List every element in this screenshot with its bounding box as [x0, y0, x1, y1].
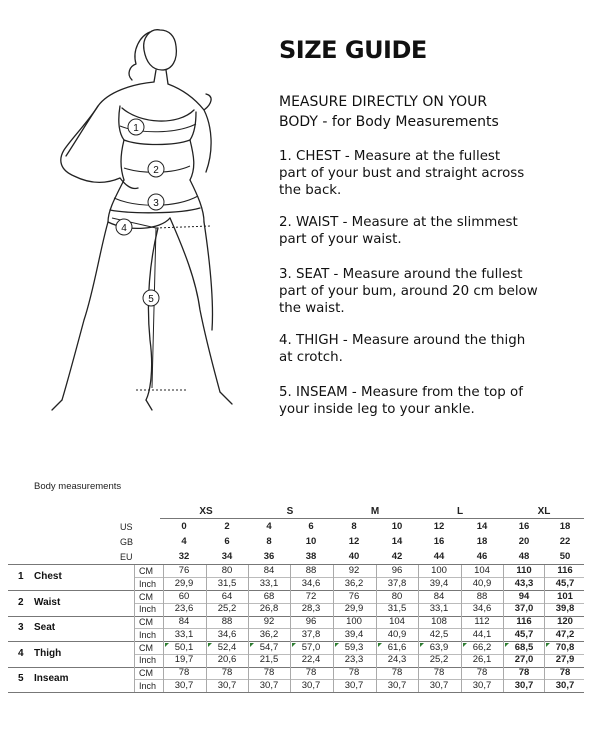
size-value: 14	[391, 536, 403, 547]
size-value: 18	[476, 536, 488, 547]
intro-line: MEASURE DIRECTLY ON YOUR	[279, 94, 488, 110]
measurement-name: Chest	[34, 571, 62, 582]
cm-value: 76	[348, 590, 360, 602]
inch-value: 21,5	[259, 654, 279, 665]
inch-value: 23,6	[174, 603, 194, 614]
cm-value: 112	[474, 616, 490, 627]
size-value: 34	[221, 551, 233, 562]
inch-value: 30,7	[514, 679, 534, 691]
size-value: 48	[518, 551, 530, 562]
unit-label-inch: Inch	[139, 578, 157, 589]
measurement-number: 2	[18, 596, 24, 608]
inch-value: 34,6	[472, 603, 492, 614]
cm-value: 78	[476, 667, 488, 678]
column-rule	[376, 565, 377, 692]
cell-marker	[505, 643, 509, 647]
column-rule	[163, 565, 164, 692]
unit-label-cm: CM	[139, 617, 153, 627]
cm-value: 68,5	[514, 641, 534, 653]
inch-value: 27,9	[555, 654, 575, 665]
cm-value: 72	[305, 590, 317, 602]
inch-value: 39,8	[555, 603, 575, 614]
instruction-line: your inside leg to your ankle.	[279, 402, 475, 417]
instruction-line: part of your waist.	[279, 232, 402, 247]
inch-value: 42,5	[429, 628, 449, 640]
cm-value: 101	[557, 590, 573, 602]
unit-label-inch: Inch	[139, 680, 157, 691]
inch-value: 30,7	[217, 679, 237, 691]
measurement-number: 3	[18, 622, 24, 633]
instruction-line: 2. WAIST - Measure at the slimmest	[279, 215, 518, 230]
cm-value: 78	[348, 667, 360, 678]
cm-value: 52,4	[217, 641, 237, 653]
row-mid-rule	[134, 679, 584, 680]
cm-value: 116	[557, 565, 573, 576]
size-value: 6	[224, 536, 230, 547]
cell-marker	[208, 643, 212, 647]
column-rule	[461, 565, 462, 692]
instruction-line: at crotch.	[279, 350, 343, 365]
size-group-header: M	[370, 506, 380, 517]
header-rule	[160, 518, 584, 519]
inch-value: 44,1	[472, 628, 492, 640]
size-value: 16	[518, 521, 530, 532]
column-rule	[206, 565, 207, 692]
size-value: 0	[181, 521, 187, 532]
column-rule	[418, 565, 419, 692]
size-group-header: XL	[537, 506, 551, 517]
inch-value: 43,3	[514, 577, 534, 589]
size-value: 42	[391, 551, 403, 562]
size-value: 10	[391, 521, 403, 532]
cm-value: 80	[221, 565, 233, 576]
inch-value: 36,2	[259, 628, 279, 640]
size-value: 12	[433, 521, 445, 532]
cm-value: 84	[263, 565, 275, 576]
size-value: 14	[476, 521, 488, 532]
column-rule	[134, 565, 135, 692]
size-value: 12	[348, 536, 360, 547]
inch-value: 34,6	[301, 577, 321, 589]
inch-value: 40,9	[387, 628, 407, 640]
instruction-line: 4. THIGH - Measure around the thigh	[279, 333, 526, 348]
cm-value: 84	[178, 616, 190, 627]
instruction-line: 5. INSEAM - Measure from the top of	[279, 385, 523, 400]
size-value: 36	[263, 551, 275, 562]
row-rule	[8, 692, 584, 693]
inch-value: 30,7	[472, 679, 492, 691]
column-rule	[333, 565, 334, 692]
inch-value: 37,8	[301, 628, 321, 640]
unit-label-inch: Inch	[139, 604, 157, 614]
cm-value: 92	[348, 565, 360, 576]
size-value: 50	[559, 551, 571, 562]
inch-value: 45,7	[514, 628, 534, 640]
instruction-line: 3. SEAT - Measure around the fullest	[279, 267, 523, 282]
inch-value: 29,9	[174, 577, 194, 589]
cm-value: 96	[305, 616, 317, 627]
column-rule	[248, 565, 249, 692]
size-value: 4	[181, 536, 187, 547]
inch-value: 37,0	[514, 603, 534, 614]
figure-marker-3: 3	[153, 198, 159, 209]
cm-value: 64	[221, 590, 233, 602]
inch-value: 22,4	[301, 654, 321, 665]
size-value: 46	[476, 551, 488, 562]
cm-value: 78	[305, 667, 317, 678]
cm-value: 78	[178, 667, 190, 678]
row-mid-rule	[134, 654, 584, 655]
size-value: 8	[351, 521, 357, 532]
cm-value: 63,9	[429, 641, 449, 653]
size-value: 16	[433, 536, 445, 547]
cm-value: 96	[391, 565, 403, 576]
cm-value: 57,0	[301, 641, 321, 653]
cm-value: 76	[178, 565, 190, 576]
instruction-line: the waist.	[279, 301, 345, 316]
cm-value: 78	[391, 667, 403, 678]
measurement-name: Waist	[34, 596, 61, 608]
cm-value: 68	[263, 590, 275, 602]
inch-value: 30,7	[301, 679, 321, 691]
inch-value: 23,3	[344, 654, 364, 665]
inch-value: 28,3	[301, 603, 321, 614]
inch-value: 24,3	[387, 654, 407, 665]
size-value: 4	[266, 521, 272, 532]
cm-value: 78	[433, 667, 445, 678]
instruction-line: 1. CHEST - Measure at the fullest	[279, 149, 501, 164]
cm-value: 78	[221, 667, 233, 678]
cell-marker	[250, 643, 254, 647]
cm-value: 66,2	[472, 641, 492, 653]
size-value: 8	[266, 536, 272, 547]
cm-value: 84	[433, 590, 445, 602]
inch-value: 30,7	[555, 679, 575, 691]
inch-value: 30,7	[429, 679, 449, 691]
inch-value: 33,1	[429, 603, 449, 614]
cm-value: 78	[263, 667, 275, 678]
measurement-number: 1	[18, 571, 24, 582]
figure-marker-5: 5	[148, 294, 154, 305]
size-group-header: S	[286, 506, 294, 517]
inch-value: 37,8	[387, 577, 407, 589]
size-value: 40	[348, 551, 360, 562]
cell-marker	[420, 643, 424, 647]
figure-marker-2: 2	[153, 165, 159, 176]
measurement-name: Seat	[34, 622, 56, 633]
inch-value: 30,7	[174, 679, 194, 691]
inch-value: 27,0	[514, 654, 534, 665]
cell-marker	[546, 643, 550, 647]
size-system-label: US	[120, 522, 133, 532]
cm-value: 61,6	[387, 641, 407, 653]
size-value: 2	[224, 521, 230, 532]
cell-marker	[165, 643, 169, 647]
column-rule	[544, 565, 545, 692]
cm-value: 108	[431, 616, 447, 627]
cell-marker	[292, 643, 296, 647]
cm-value: 88	[221, 616, 233, 627]
size-system-label: EU	[120, 552, 133, 562]
cm-value: 92	[263, 616, 275, 627]
figure-marker-1: 1	[133, 123, 139, 134]
page-title: SIZE GUIDE	[279, 36, 427, 64]
unit-label-cm: CM	[139, 642, 153, 653]
cm-value: 80	[391, 590, 403, 602]
instruction-line: part of your bum, around 20 cm below	[279, 284, 538, 299]
cell-marker	[335, 643, 339, 647]
cm-value: 60	[178, 590, 190, 602]
size-group-header: L	[456, 506, 464, 517]
row-mid-rule	[134, 603, 584, 604]
inch-value: 34,6	[217, 628, 237, 640]
inch-value: 31,5	[217, 577, 237, 589]
measurement-number: 4	[18, 647, 24, 659]
instruction-line: part of your bust and straight across	[279, 166, 525, 181]
size-system-label: GB	[120, 537, 134, 547]
inch-value: 30,7	[344, 679, 364, 691]
measurement-name: Thigh	[34, 647, 62, 659]
inch-value: 39,4	[344, 628, 364, 640]
size-value: 10	[305, 536, 317, 547]
cm-value: 88	[476, 590, 488, 602]
cell-marker	[463, 643, 467, 647]
cm-value: 59,3	[344, 641, 364, 653]
cm-value: 120	[557, 616, 573, 627]
inch-value: 26,1	[472, 654, 492, 665]
unit-label-inch: Inch	[139, 629, 157, 640]
column-rule	[503, 565, 504, 692]
unit-label-cm: CM	[139, 591, 153, 602]
cm-value: 94	[518, 590, 530, 602]
size-value: 32	[178, 551, 190, 562]
cm-value: 104	[389, 616, 405, 627]
unit-label-inch: Inch	[139, 655, 157, 665]
unit-label-cm: CM	[139, 566, 153, 576]
cm-value: 116	[516, 616, 532, 627]
inch-value: 40,9	[472, 577, 492, 589]
cm-value: 110	[516, 565, 532, 576]
cm-value: 70,8	[555, 641, 575, 653]
cm-value: 54,7	[259, 641, 279, 653]
cm-value: 100	[346, 616, 362, 627]
cell-marker	[378, 643, 382, 647]
cm-value: 50,1	[174, 641, 194, 653]
figure-marker-4: 4	[121, 223, 127, 234]
instruction-line: the back.	[279, 183, 342, 198]
inch-value: 31,5	[387, 603, 407, 614]
row-mid-rule	[134, 628, 584, 629]
inch-value: 30,7	[259, 679, 279, 691]
size-value: 18	[559, 521, 571, 532]
unit-label-cm: CM	[139, 668, 153, 678]
measurement-number: 5	[18, 673, 24, 684]
inch-value: 47,2	[555, 628, 575, 640]
cm-value: 78	[559, 667, 571, 678]
size-group-header: XS	[199, 506, 213, 517]
size-value: 20	[518, 536, 530, 547]
size-value: 44	[433, 551, 445, 562]
cm-value: 88	[305, 565, 317, 576]
cm-value: 100	[431, 565, 447, 576]
inch-value: 33,1	[174, 628, 194, 640]
inch-value: 33,1	[259, 577, 279, 589]
column-rule	[290, 565, 291, 692]
measurement-name: Inseam	[34, 673, 69, 684]
inch-value: 26,8	[259, 603, 279, 614]
inch-value: 30,7	[387, 679, 407, 691]
table-caption: Body measurements	[34, 481, 122, 492]
inch-value: 25,2	[217, 603, 237, 614]
inch-value: 36,2	[344, 577, 364, 589]
inch-value: 45,7	[555, 577, 575, 589]
cm-value: 104	[474, 565, 490, 576]
size-value: 38	[305, 551, 317, 562]
cm-value: 78	[518, 667, 530, 678]
intro-line: BODY - for Body Measurements	[279, 114, 499, 130]
size-value: 6	[308, 521, 314, 532]
inch-value: 20,6	[217, 654, 237, 665]
inch-value: 39,4	[429, 577, 449, 589]
row-mid-rule	[134, 577, 584, 578]
inch-value: 29,9	[344, 603, 364, 614]
inch-value: 19,7	[174, 654, 194, 665]
inch-value: 25,2	[429, 654, 449, 665]
size-value: 22	[559, 536, 571, 547]
